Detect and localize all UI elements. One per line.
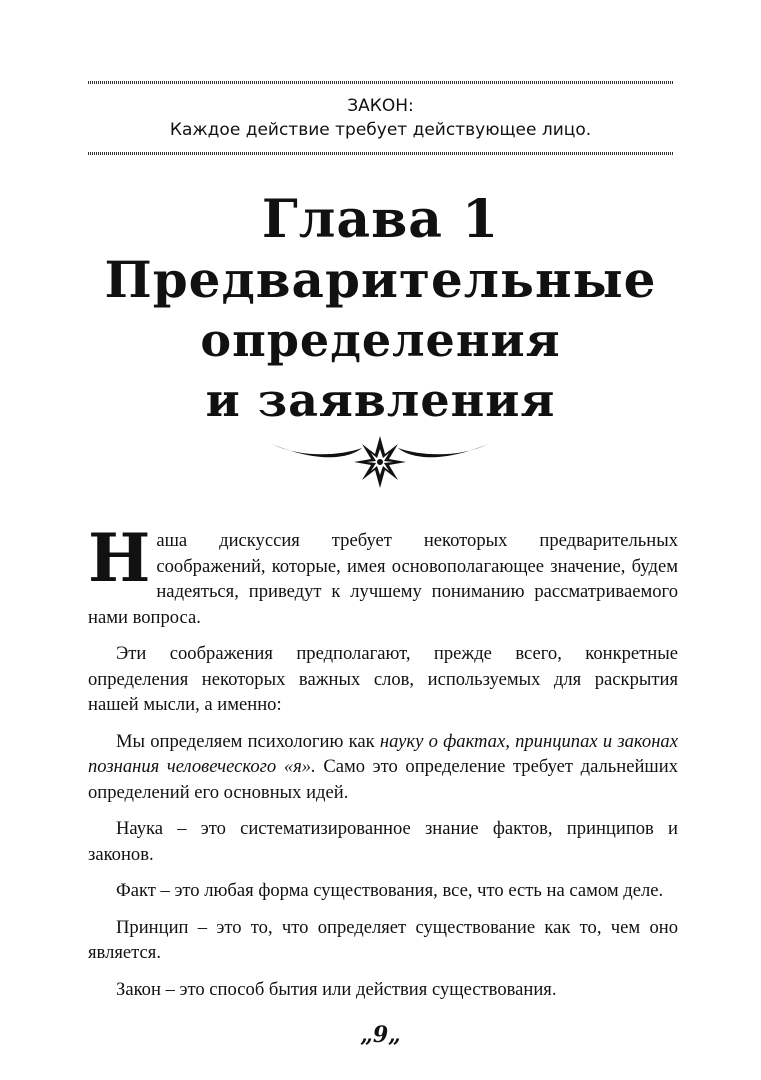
paragraph-4: Наука – это систематизированное знание фактов, принципов и законов.: [88, 818, 678, 865]
paragraph-3-end: Само это определение требует дальнейших определений его основных идей.: [88, 756, 678, 803]
paragraph-1: [88, 519, 678, 630]
paragraph-6: Принцип – это то, что определяет существование как то, чем оно является.: [88, 916, 678, 963]
epigraph-text: Каждое действие требует действующее лицо.: [169, 120, 592, 140]
chapter-title-line-2: определения: [200, 313, 561, 367]
chapter-title-line-1: Предварительные: [104, 250, 657, 309]
epigraph: [88, 94, 673, 142]
chapter-number: Глава 1: [261, 189, 500, 250]
page-number: „9„: [360, 1022, 401, 1048]
chapter-heading: [60, 190, 701, 430]
drop-cap: Н: [88, 519, 151, 597]
paragraph-3-start: Мы определяем психологию как: [116, 730, 380, 752]
paragraph-5: Факт – это любая форма существования, все, что есть на самом деле.: [116, 880, 664, 901]
paragraph-3: [88, 729, 678, 806]
body-text: [88, 519, 678, 1013]
bottom-dotted-rule: [88, 152, 673, 155]
paragraph-2: Эти соображения предполагают, прежде всего, конкретные определения некоторых важных слов, используемых для раскрытия нашей мысли, а именно:: [88, 643, 678, 715]
paragraph-3-italic: науку о фактах, принципах и законах познания человеческого «я».: [88, 730, 678, 777]
epigraph-title: ЗАКОН:: [347, 96, 414, 116]
top-dotted-rule: [88, 81, 673, 84]
chapter-title-line-3: и заявления: [205, 373, 556, 427]
star-flourish-ornament-icon: [270, 428, 490, 494]
paragraph-1-text: аша дискуссия требует некоторых предварительных соображений, которые, имея основополагающее значение, будем надеяться, приведут к лучшему пониманию рассматриваемого нами вопроса.: [88, 530, 678, 628]
paragraph-7: Закон – это способ бытия или действия существования.: [116, 978, 557, 1000]
